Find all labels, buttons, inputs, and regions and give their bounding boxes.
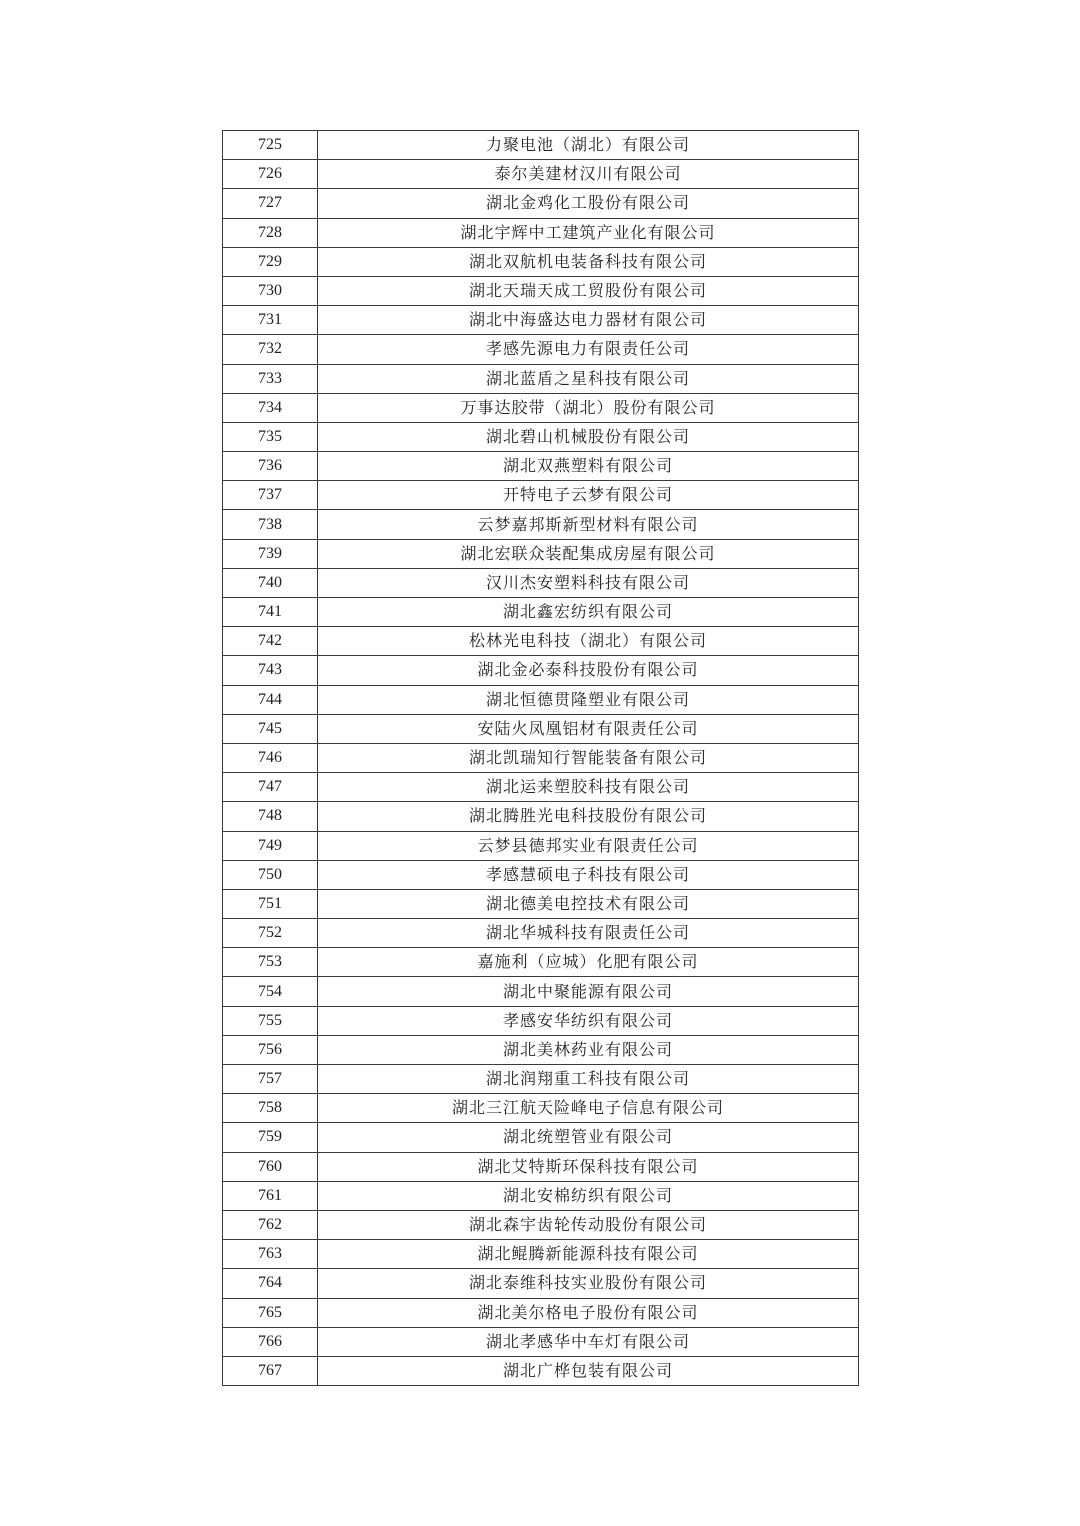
row-number: 763 xyxy=(223,1240,318,1269)
company-name: 湖北安棉纺织有限公司 xyxy=(318,1181,859,1210)
company-name: 湖北统塑管业有限公司 xyxy=(318,1123,859,1152)
row-number: 725 xyxy=(223,131,318,160)
row-number: 767 xyxy=(223,1356,318,1385)
table-row xyxy=(223,1065,859,1094)
row-number: 743 xyxy=(223,656,318,685)
company-name: 泰尔美建材汉川有限公司 xyxy=(318,160,859,189)
row-number: 740 xyxy=(223,568,318,597)
row-number: 753 xyxy=(223,948,318,977)
table-row xyxy=(223,685,859,714)
company-name: 万事达胶带（湖北）股份有限公司 xyxy=(318,393,859,422)
company-name: 湖北凯瑞知行智能装备有限公司 xyxy=(318,743,859,772)
table-row xyxy=(223,743,859,772)
table-body xyxy=(223,131,859,1386)
table-row xyxy=(223,656,859,685)
row-number: 728 xyxy=(223,218,318,247)
company-name: 湖北恒德贯隆塑业有限公司 xyxy=(318,685,859,714)
company-name: 湖北碧山机械股份有限公司 xyxy=(318,422,859,451)
company-name: 湖北鲲腾新能源科技有限公司 xyxy=(318,1240,859,1269)
table-row xyxy=(223,1094,859,1123)
company-name: 湖北运来塑胶科技有限公司 xyxy=(318,773,859,802)
row-number: 761 xyxy=(223,1181,318,1210)
row-number: 749 xyxy=(223,831,318,860)
row-number: 737 xyxy=(223,481,318,510)
company-name: 湖北宇辉中工建筑产业化有限公司 xyxy=(318,218,859,247)
company-name: 湖北华城科技有限责任公司 xyxy=(318,919,859,948)
row-number: 741 xyxy=(223,598,318,627)
table-row xyxy=(223,189,859,218)
row-number: 742 xyxy=(223,627,318,656)
company-name: 开特电子云梦有限公司 xyxy=(318,481,859,510)
table-row xyxy=(223,160,859,189)
table-row xyxy=(223,568,859,597)
table-row xyxy=(223,306,859,335)
row-number: 735 xyxy=(223,422,318,451)
table-row xyxy=(223,1006,859,1035)
company-name: 湖北天瑞天成工贸股份有限公司 xyxy=(318,276,859,305)
table-row xyxy=(223,539,859,568)
table-row xyxy=(223,889,859,918)
table-row xyxy=(223,276,859,305)
company-name: 安陆火凤凰铝材有限责任公司 xyxy=(318,714,859,743)
table-row xyxy=(223,714,859,743)
company-name: 云梦嘉邦斯新型材料有限公司 xyxy=(318,510,859,539)
table-row xyxy=(223,1152,859,1181)
table-row xyxy=(223,364,859,393)
table-row xyxy=(223,598,859,627)
company-name: 湖北孝感华中车灯有限公司 xyxy=(318,1327,859,1356)
table-row xyxy=(223,1035,859,1064)
table-row xyxy=(223,1356,859,1385)
table-row xyxy=(223,1210,859,1239)
company-name: 湖北泰维科技实业股份有限公司 xyxy=(318,1269,859,1298)
row-number: 745 xyxy=(223,714,318,743)
table-row xyxy=(223,393,859,422)
company-name: 云梦县德邦实业有限责任公司 xyxy=(318,831,859,860)
table-row xyxy=(223,977,859,1006)
row-number: 738 xyxy=(223,510,318,539)
table-row xyxy=(223,802,859,831)
row-number: 762 xyxy=(223,1210,318,1239)
row-number: 755 xyxy=(223,1006,318,1035)
row-number: 759 xyxy=(223,1123,318,1152)
table-row xyxy=(223,1123,859,1152)
row-number: 727 xyxy=(223,189,318,218)
row-number: 729 xyxy=(223,247,318,276)
company-name: 湖北金必泰科技股份有限公司 xyxy=(318,656,859,685)
table-row xyxy=(223,948,859,977)
row-number: 765 xyxy=(223,1298,318,1327)
table-row xyxy=(223,773,859,802)
row-number: 752 xyxy=(223,919,318,948)
company-name: 湖北三江航天险峰电子信息有限公司 xyxy=(318,1094,859,1123)
row-number: 757 xyxy=(223,1065,318,1094)
row-number: 747 xyxy=(223,773,318,802)
table-row xyxy=(223,627,859,656)
table-row xyxy=(223,131,859,160)
company-name: 湖北腾胜光电科技股份有限公司 xyxy=(318,802,859,831)
row-number: 754 xyxy=(223,977,318,1006)
table-row xyxy=(223,1240,859,1269)
company-name: 湖北双航机电装备科技有限公司 xyxy=(318,247,859,276)
company-name: 孝感安华纺织有限公司 xyxy=(318,1006,859,1035)
company-name: 湖北金鸡化工股份有限公司 xyxy=(318,189,859,218)
company-name: 孝感慧硕电子科技有限公司 xyxy=(318,860,859,889)
row-number: 756 xyxy=(223,1035,318,1064)
table-row xyxy=(223,422,859,451)
company-name: 湖北广桦包装有限公司 xyxy=(318,1356,859,1385)
row-number: 732 xyxy=(223,335,318,364)
company-name: 湖北美尔格电子股份有限公司 xyxy=(318,1298,859,1327)
company-name: 湖北中海盛达电力器材有限公司 xyxy=(318,306,859,335)
row-number: 764 xyxy=(223,1269,318,1298)
table-row xyxy=(223,1181,859,1210)
company-name: 湖北艾特斯环保科技有限公司 xyxy=(318,1152,859,1181)
row-number: 730 xyxy=(223,276,318,305)
table-row xyxy=(223,919,859,948)
company-name: 湖北宏联众装配集成房屋有限公司 xyxy=(318,539,859,568)
table-row xyxy=(223,481,859,510)
row-number: 760 xyxy=(223,1152,318,1181)
company-name: 湖北德美电控技术有限公司 xyxy=(318,889,859,918)
company-name: 湖北森宇齿轮传动股份有限公司 xyxy=(318,1210,859,1239)
table-row xyxy=(223,218,859,247)
row-number: 739 xyxy=(223,539,318,568)
company-name: 湖北美林药业有限公司 xyxy=(318,1035,859,1064)
table-row xyxy=(223,247,859,276)
row-number: 733 xyxy=(223,364,318,393)
company-name: 湖北中聚能源有限公司 xyxy=(318,977,859,1006)
row-number: 746 xyxy=(223,743,318,772)
company-name: 松林光电科技（湖北）有限公司 xyxy=(318,627,859,656)
company-name: 湖北润翔重工科技有限公司 xyxy=(318,1065,859,1094)
row-number: 744 xyxy=(223,685,318,714)
row-number: 750 xyxy=(223,860,318,889)
company-name: 孝感先源电力有限责任公司 xyxy=(318,335,859,364)
company-name: 汉川杰安塑料科技有限公司 xyxy=(318,568,859,597)
table-row xyxy=(223,1298,859,1327)
row-number: 731 xyxy=(223,306,318,335)
table-row xyxy=(223,831,859,860)
company-name: 湖北双燕塑料有限公司 xyxy=(318,452,859,481)
table-row xyxy=(223,860,859,889)
row-number: 734 xyxy=(223,393,318,422)
row-number: 726 xyxy=(223,160,318,189)
company-name: 力聚电池（湖北）有限公司 xyxy=(318,131,859,160)
company-name: 湖北鑫宏纺织有限公司 xyxy=(318,598,859,627)
table-row xyxy=(223,510,859,539)
table-row xyxy=(223,452,859,481)
table-row xyxy=(223,1269,859,1298)
company-name: 湖北蓝盾之星科技有限公司 xyxy=(318,364,859,393)
row-number: 751 xyxy=(223,889,318,918)
company-name: 嘉施利（应城）化肥有限公司 xyxy=(318,948,859,977)
table-row xyxy=(223,1327,859,1356)
row-number: 758 xyxy=(223,1094,318,1123)
row-number: 748 xyxy=(223,802,318,831)
table-row xyxy=(223,335,859,364)
row-number: 766 xyxy=(223,1327,318,1356)
row-number: 736 xyxy=(223,452,318,481)
company-list-table xyxy=(222,130,859,1386)
